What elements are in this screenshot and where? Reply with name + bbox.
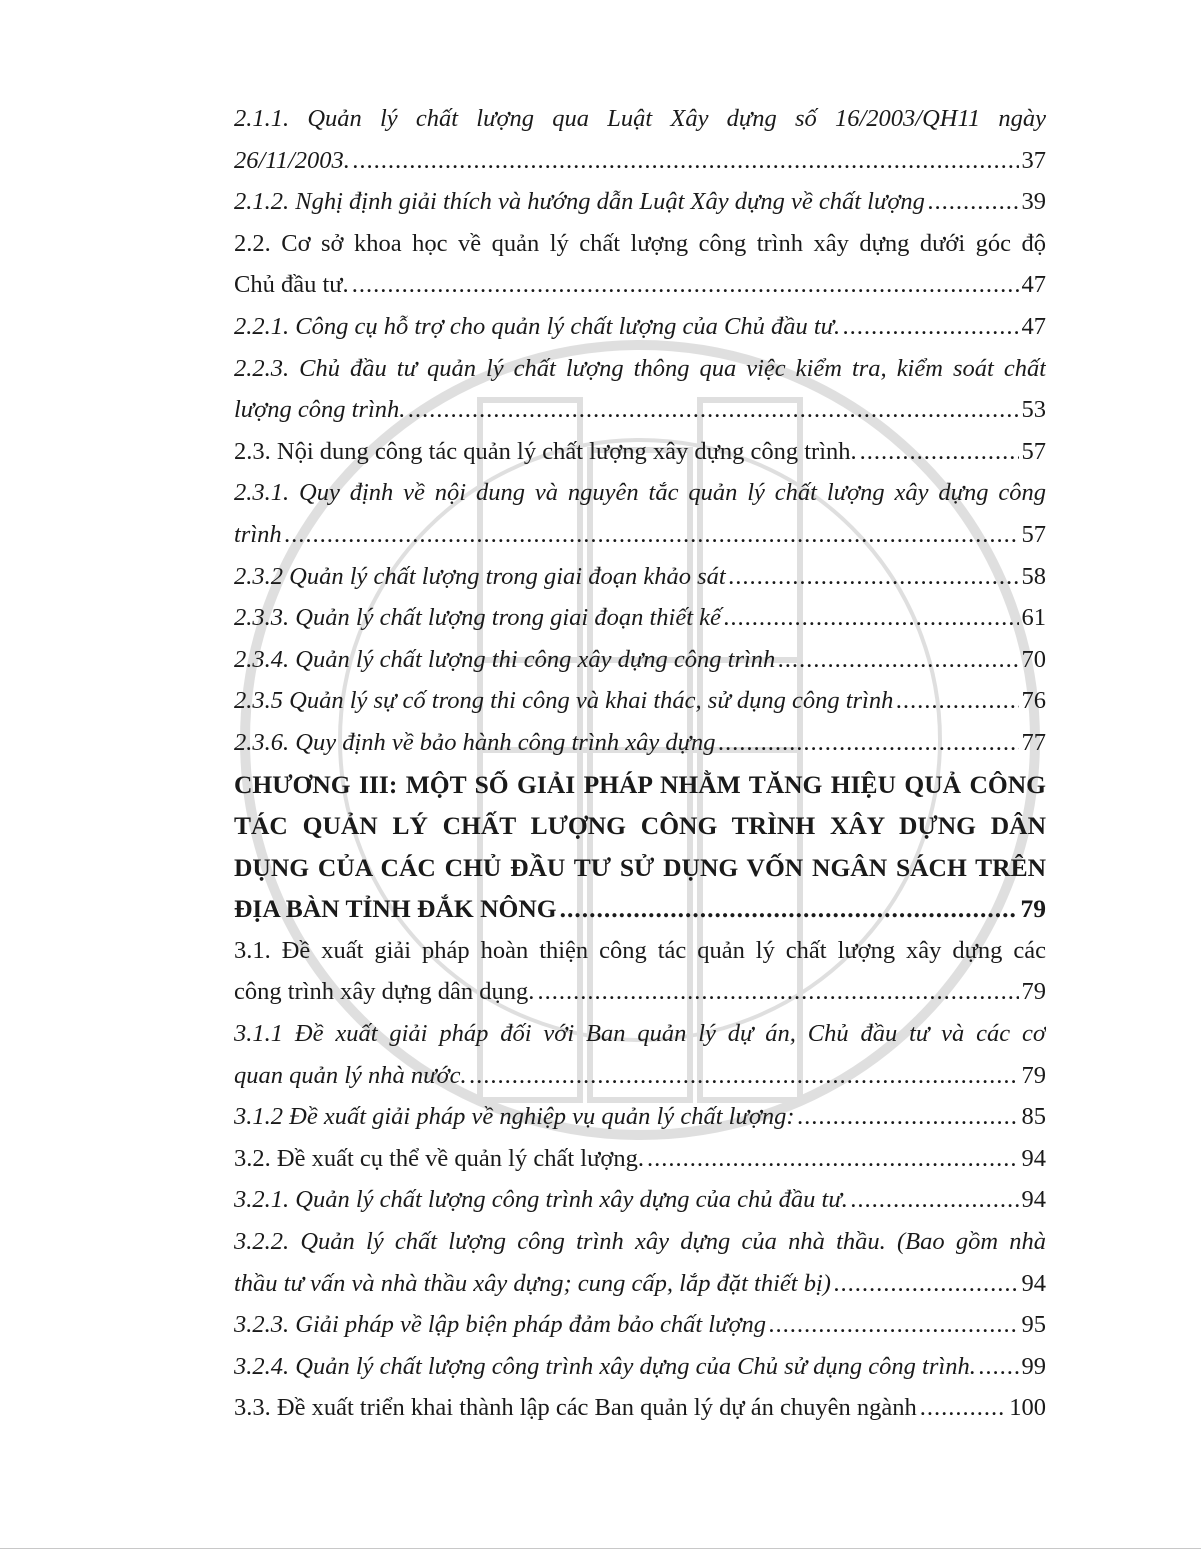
toc-page-number: 94 [1021,1144,1046,1172]
toc-dot-leader [470,1055,1019,1097]
toc-line [234,1304,1046,1346]
toc-line [234,1387,1046,1429]
toc-line [234,306,1046,348]
toc-dot-leader [778,639,1018,681]
toc-entry-title: DỤNG CỦA CÁC CHỦ ĐẦU TƯ SỬ DỤNG VỐN NGÂN SÁCH TRÊN [234,852,1046,882]
toc-entry-title: 2.2.1. Công cụ hỗ trợ cho quản lý chất lượng của Chủ đầu tư. [234,312,841,340]
toc-line [234,722,1046,764]
toc-dot-leader [920,1387,1007,1429]
toc-dot-leader [860,431,1019,473]
toc-page-number: 100 [1009,1394,1046,1422]
toc-page-number: 77 [1021,728,1046,756]
toc-entry-title: trình [234,520,282,548]
toc-page-number: 79 [1020,894,1046,924]
toc-entry-title: Chủ đầu tư. [234,271,349,299]
toc-entry-title: 2.1.1. Quản lý chất lượng qua Luật Xây dựng số 16/2003/QH11 ngày [234,105,1046,132]
toc-line [234,514,1046,556]
toc-entry-title: CHƯƠNG III: MỘT SỐ GIẢI PHÁP NHẰM TĂNG HIỆU QUẢ CÔNG [234,769,1046,799]
toc-entry-title: 2.3. Nội dung công tác quản lý chất lượng xây dựng công trình. [234,437,857,465]
toc-dot-leader [647,1138,1019,1180]
toc-line [234,1263,1046,1305]
toc-line [234,639,1046,681]
toc-dot-leader [285,514,1019,556]
toc-entry-title: TÁC QUẢN LÝ CHẤT LƯỢNG CÔNG TRÌNH XÂY DỰNG DÂN [234,811,1046,841]
toc-line [234,1179,1046,1221]
toc-dot-leader [719,722,1019,764]
toc-entry-title: quan quản lý nhà nước. [234,1061,467,1089]
toc-line [234,971,1046,1013]
toc-entry-title: 2.1.2. Nghị định giải thích và hướng dẫn Luật Xây dựng về chất lượng [234,188,925,216]
toc-dot-leader [729,556,1019,598]
toc-line [234,389,1046,431]
toc-line [234,1055,1046,1097]
toc-line [234,597,1046,639]
toc-page-number: 47 [1021,271,1046,299]
toc-page-number: 37 [1021,146,1046,174]
toc-entry-title: 2.3.3. Quản lý chất lượng trong giai đoạn thiết kế [234,604,721,632]
toc-dot-leader [769,1304,1018,1346]
toc-line [234,140,1046,182]
toc-entry-title: ĐỊA BÀN TỈNH ĐẮK NÔNG [234,894,557,924]
toc-page-number: 58 [1021,562,1046,590]
toc-line [234,1138,1046,1180]
toc-line [234,1346,1046,1388]
toc-line [234,264,1046,306]
toc-entry-title: 3.2. Đề xuất cụ thể về quản lý chất lượng. [234,1144,644,1172]
toc-line [234,680,1046,722]
toc-dot-leader [724,597,1019,639]
toc-line [234,181,1046,223]
toc-dot-leader [352,264,1019,306]
toc-page-number: 76 [1021,687,1046,715]
toc-dot-leader [353,140,1019,182]
toc-line [234,888,1046,930]
toc-page-number: 79 [1021,978,1046,1006]
toc-page-number: 57 [1021,437,1046,465]
toc-page-number: 70 [1021,645,1046,673]
toc-entry-title: 2.2.3. Chủ đầu tư quản lý chất lượng thông qua việc kiểm tra, kiểm soát chất [234,354,1046,382]
toc-page-number: 47 [1021,312,1046,340]
toc-dot-leader [896,680,1018,722]
toc-page-number: 79 [1021,1061,1046,1089]
toc-dot-leader [537,971,1018,1013]
toc-dot-leader [843,306,1018,348]
toc-page-number: 57 [1021,520,1046,548]
table-of-contents [234,98,1046,1429]
toc-entry-title: 2.2. Cơ sở khoa học về quản lý chất lượng công trình xây dựng dưới góc độ [234,229,1046,257]
toc-entry-title: 3.1.1 Đề xuất giải pháp đối với Ban quản lý dự án, Chủ đầu tư và các cơ [234,1020,1046,1048]
toc-line [234,431,1046,473]
toc-dot-leader [979,1346,1019,1388]
toc-entry-title: 3.3. Đề xuất triển khai thành lập các Ban quản lý dự án chuyên ngành [234,1394,917,1422]
toc-page-number: 85 [1021,1103,1046,1131]
toc-entry-title: 2.3.1. Quy định về nội dung và nguyên tắc quản lý chất lượng xây dựng công [234,479,1046,507]
toc-dot-leader [560,888,1018,930]
toc-line [234,1096,1046,1138]
toc-entry-title: 3.2.2. Quản lý chất lượng công trình xây dựng của nhà thầu. (Bao gồm nhà [234,1228,1046,1256]
toc-page-number: 99 [1021,1352,1046,1380]
toc-dot-leader [834,1263,1019,1305]
toc-dot-leader [928,181,1019,223]
toc-entry-title: 3.1.2 Đề xuất giải pháp về nghiệp vụ quản lý chất lượng: [234,1103,795,1131]
toc-entry-title: 2.3.4. Quản lý chất lượng thi công xây dựng công trình [234,645,776,673]
toc-page-number: 94 [1021,1186,1046,1214]
toc-entry-title: lượng công trình. [234,396,406,424]
toc-page-number: 53 [1021,396,1046,424]
toc-dot-leader [851,1179,1019,1221]
toc-dot-leader [408,389,1018,431]
toc-page-number: 61 [1021,604,1046,632]
toc-entry-title: thầu tư vấn và nhà thầu xây dựng; cung cấp, lắp đặt thiết bị) [234,1269,831,1297]
toc-entry-title: 26/11/2003. [234,146,350,174]
toc-entry-title: 2.3.2 Quản lý chất lượng trong giai đoạn khảo sát [234,562,726,590]
toc-entry-title: 3.2.1. Quản lý chất lượng công trình xây dựng của chủ đầu tư. [234,1186,848,1214]
toc-page-number: 39 [1021,188,1046,216]
toc-entry-title: 2.3.5 Quản lý sự cố trong thi công và khai thác, sử dụng công trình [234,687,894,715]
toc-entry-title: 3.2.4. Quản lý chất lượng công trình xây dựng của Chủ sử dụng công trình. [234,1352,976,1380]
page-bottom-rule [0,1548,1201,1549]
toc-page-number: 94 [1021,1269,1046,1297]
toc-line [234,556,1046,598]
toc-entry-title: công trình xây dựng dân dụng. [234,978,535,1006]
toc-entry-title: 3.1. Đề xuất giải pháp hoàn thiện công tác quản lý chất lượng xây dựng các [234,936,1046,964]
toc-dot-leader [798,1096,1019,1138]
toc-page-number: 95 [1021,1311,1046,1339]
toc-entry-title: 2.3.6. Quy định về bảo hành công trình xây dựng [234,728,716,756]
toc-entry-title: 3.2.3. Giải pháp về lập biện pháp đảm bảo chất lượng [234,1311,767,1339]
